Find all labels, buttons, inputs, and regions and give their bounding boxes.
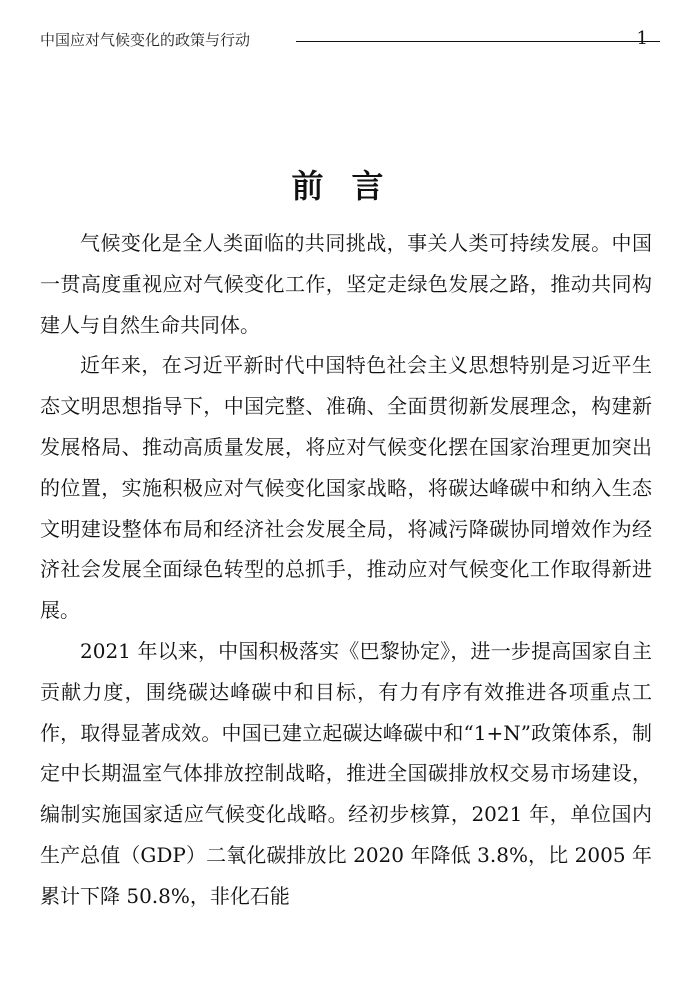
page-number: 1 [636,28,648,49]
chapter-title: 前言 [291,167,412,206]
body-text [40,223,652,917]
paragraph-1: 气候变化是全人类面临的共同挑战，事关人类可持续发展。中国一贯高度重视应对气候变化工作，坚定走绿色发展之路，推动共同构建人与自然生命共同体。 [40,231,652,337]
running-header-title: 中国应对气候变化的政策与行动 [40,31,251,49]
paragraph-3: 2021 年以来，中国积极落实《巴黎协定》，进一步提高国家自主贡献力度，围绕碳达峰碳中和目标，有力有序有效推进各项重点工作，取得显著成效。中国已建立起碳达峰碳中和“1+N”政策体系，制定中长期温室气体排放控制战略，推进全国碳排放权交易市场建设，编制实施国家适应气候变化战略。经初步核算，2021 年，单位国内生产总值（GDP）二氧化碳排放比 2020 年降低 3.8%，比 2005 年累计下降 50.8%，非化石能 [40,638,652,908]
header-divider-line [296,41,660,42]
paragraph-2: 近年来，在习近平新时代中国特色社会主义思想特别是习近平生态文明思想指导下，中国完整、准确、全面贯彻新发展理念，构建新发展格局、推动高质量发展，将应对气候变化摆在国家治理更加突出的位置，实施积极应对气候变化国家战略，将碳达峰碳中和纳入生态文明建设整体布局和经济社会发展全局，将减污降碳协同增效作为经济社会发展全面绿色转型的总抓手，推动应对气候变化工作取得新进展。 [40,353,652,623]
running-header [40,28,650,54]
